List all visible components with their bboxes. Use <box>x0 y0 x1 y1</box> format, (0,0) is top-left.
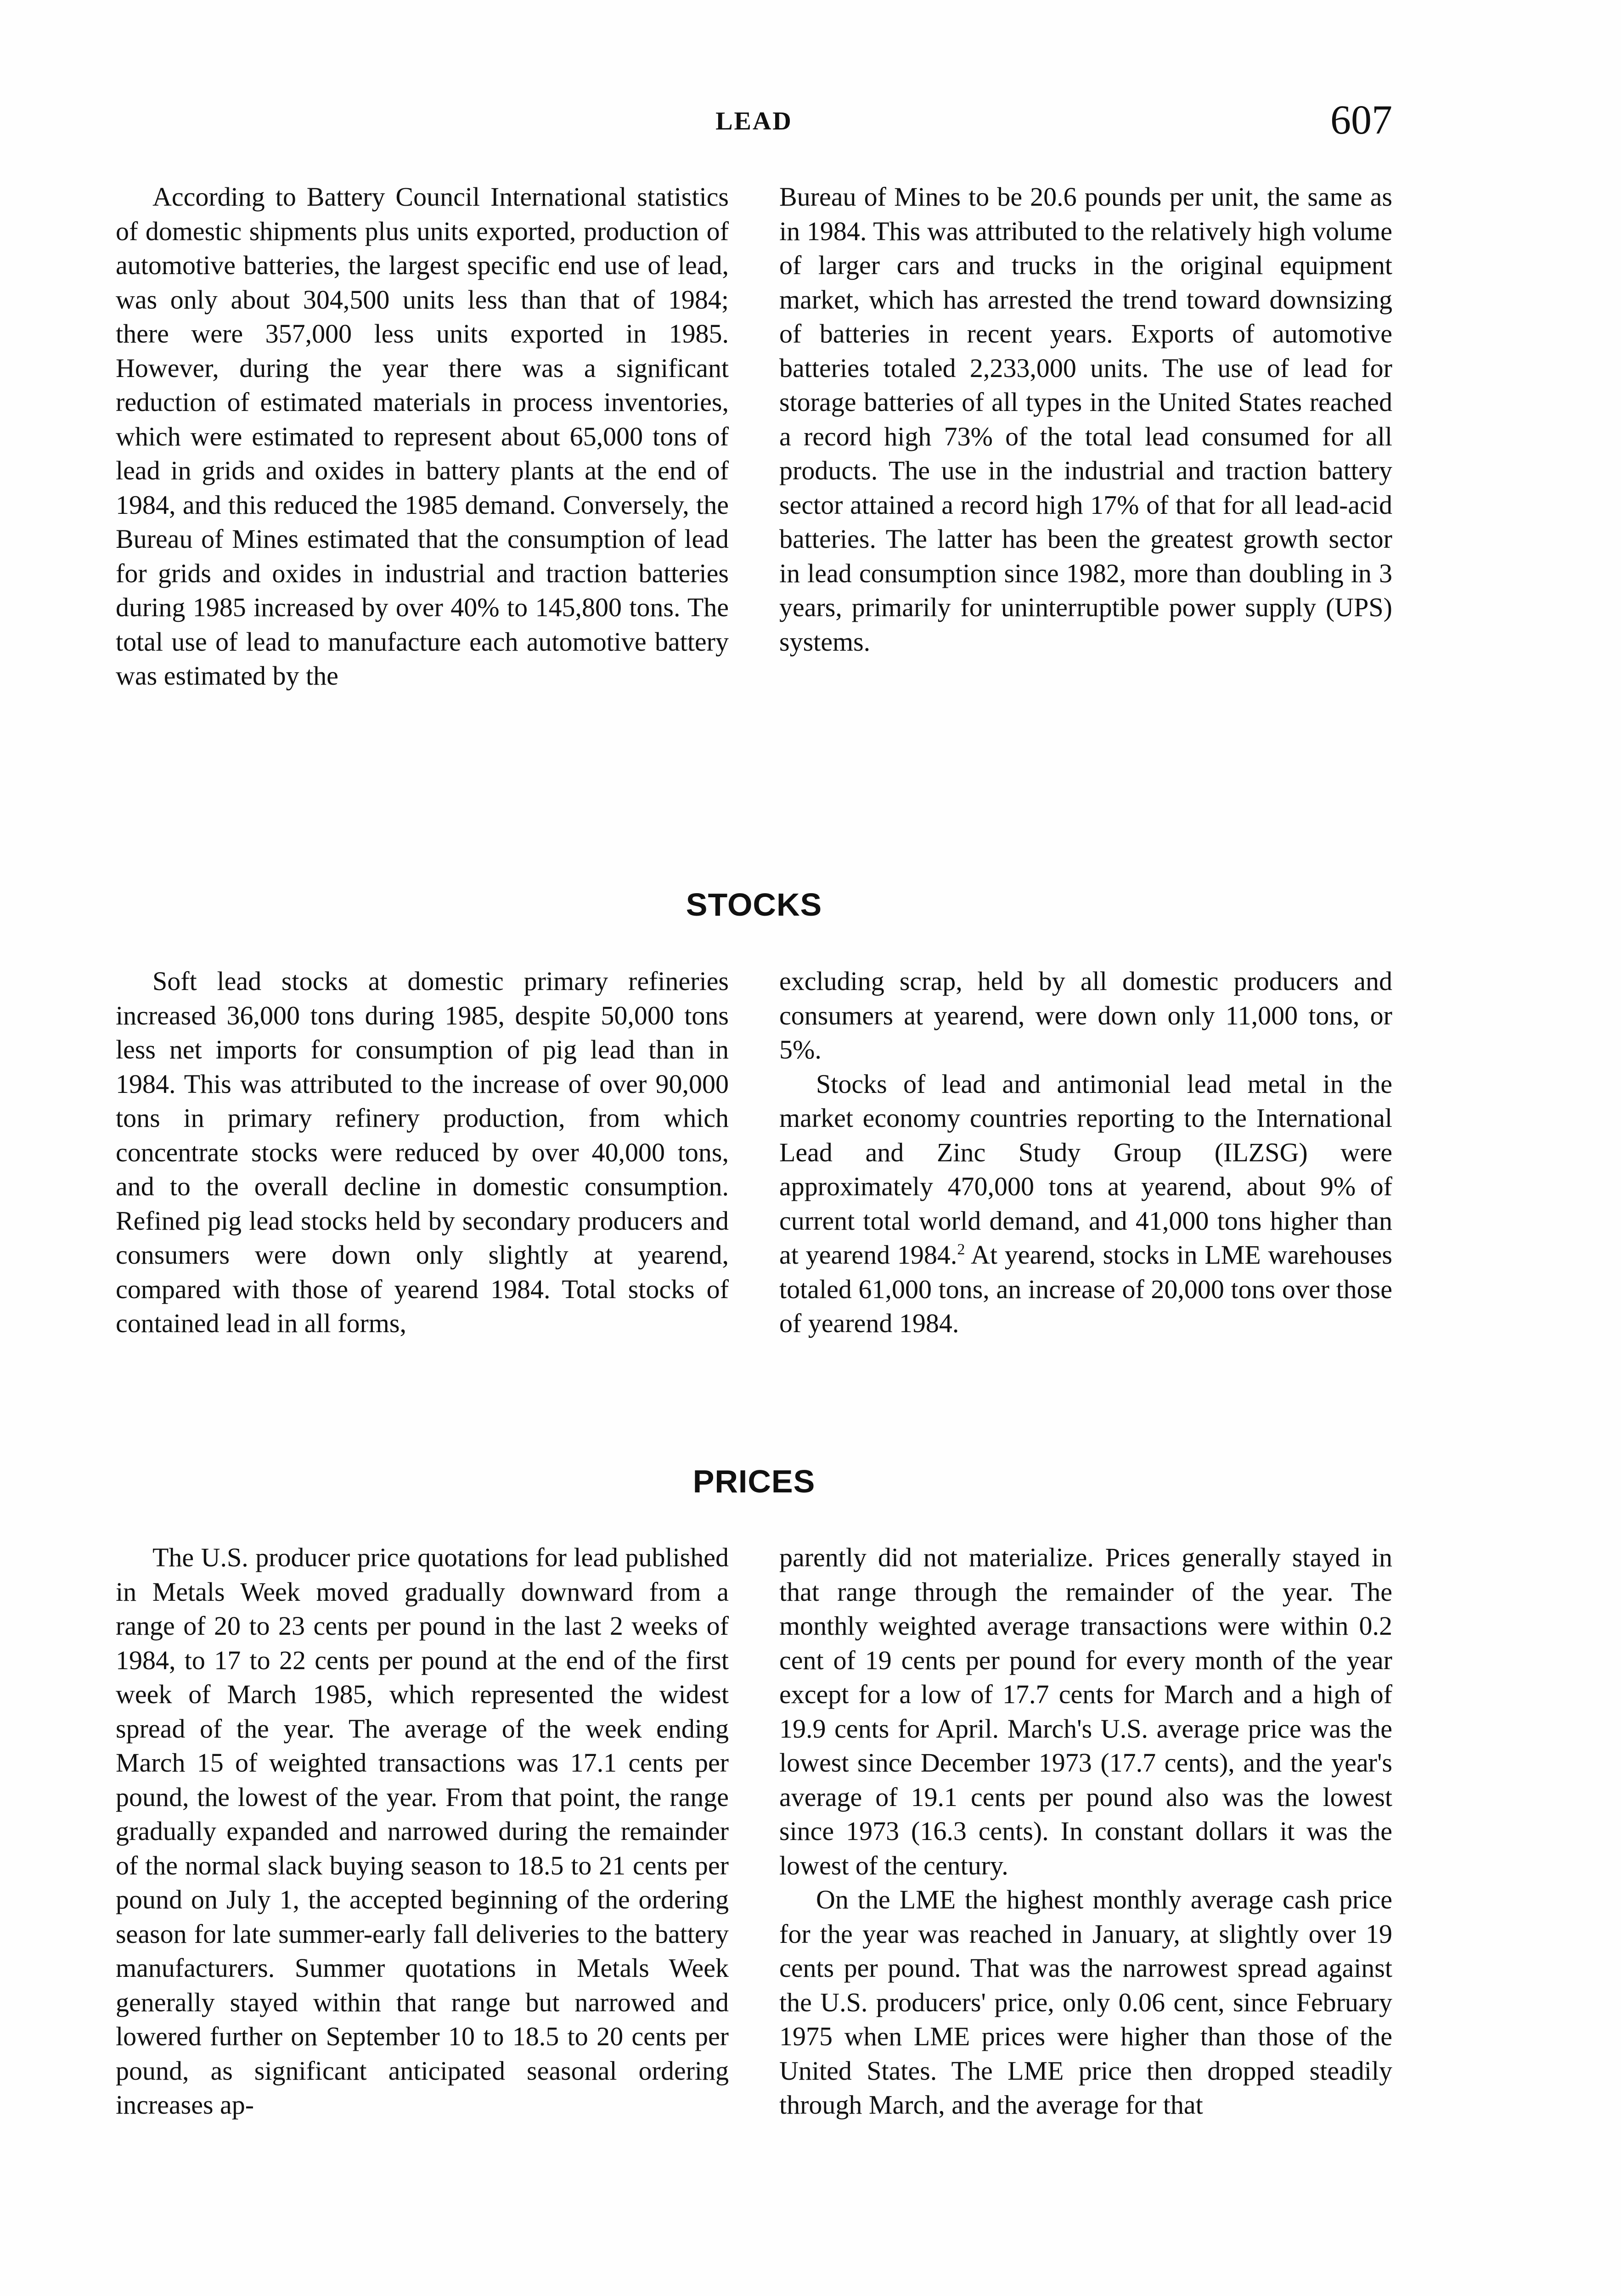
paragraph-text: At yearend, stocks in LME warehouses totaled 61,000 tons, an increase of 20,000 tons over those of yearend 1984. <box>779 1240 1392 1338</box>
stocks-left-column <box>116 964 729 1341</box>
paragraph: On the LME the highest monthly average cash price for the year was reached in January, at slightly over 19 cents per pound. That was the narrowest spread against the U.S. producers' price, only 0.06 cent, since February 1975 when LME prices were higher than those of the United States. The LME price then dropped steadily through March, and the average for that <box>779 1885 1392 2120</box>
paragraph: Soft lead stocks at domestic primary refineries increased 36,000 tons during 1985, despite 50,000 tons less net imports for consumption of pig lead than in 1984. This was attributed to the increase of over 90,000 tons in primary refinery production, from which concentrate stocks were reduced by over 40,000 tons, and to the overall decline in domestic consumption. Refined pig lead stocks held by secondary producers and consumers were down only slightly at yearend, compared with those of yearend 1984. Total stocks of contained lead in all forms, <box>116 966 729 1338</box>
section-stocks <box>116 964 1392 1341</box>
prices-right-column <box>779 1541 1392 2122</box>
stocks-right-column <box>779 964 1392 1341</box>
paragraph: Bureau of Mines to be 20.6 pounds per unit, the same as in 1984. This was attributed to the relatively high volume of larger cars and trucks in the original equipment market, which has arrested the trend toward downsizing of batteries in recent years. Exports of automotive batteries totaled 2,233,000 units. The use of lead for storage batteries of all types in the United States reached a record high 73% of the total lead consumed for all products. The use in the industrial and traction battery sector attained a record high 17% of that for all lead-acid batteries. The latter has been the greatest growth sector in lead consumption since 1982, more than doubling in 3 years, primarily for uninterruptible power supply (UPS) systems. <box>779 182 1392 657</box>
paragraph-text: Stocks of lead and antimonial lead metal in the market economy countries reporting to the International Lead and Zinc Study Group (ILZSG) were approximately 470,000 tons at yearend, about 9% of current total world demand, and 41,000 tons higher than at yearend 1984. <box>779 1069 1392 1270</box>
intro-right-column <box>779 180 1392 693</box>
running-header <box>116 96 1392 152</box>
intro-left-column <box>116 180 729 693</box>
section-heading-prices: PRICES <box>692 1463 816 1499</box>
section-prices <box>116 1541 1392 2122</box>
section-heading-stocks: STOCKS <box>686 887 822 923</box>
prices-left-column <box>116 1541 729 2122</box>
paragraph: According to Battery Council International statistics of domestic shipments plus units exported, production of automotive batteries, the largest specific end use of lead, was only about 304,500 units less than that of 1984; there were 357,000 less units exported in 1985. However, during the year there was a significant reduction of estimated materials in process inventories, which were estimated to represent about 65,000 tons of lead in grids and oxides in battery plants at the end of 1984, and this reduced the 1985 demand. Conversely, the Bureau of Mines estimated that the consumption of lead for grids and oxides in industrial and traction batteries during 1985 increased by over 40% to 145,800 tons. The total use of lead to manufacture each automotive battery was estimated by the <box>116 182 729 691</box>
paragraph <box>779 1067 1392 1341</box>
running-title: LEAD <box>715 107 793 135</box>
page-number: 607 <box>1330 97 1392 143</box>
paragraph: parently did not materialize. Prices generally stayed in that range through the remainder of the year. The monthly weighted average transactions were within 0.2 cent of 19 cents per pound for every month of the year except for a low of 17.7 cents for March and a high of 19.9 cents for April. March's U.S. average price was the lowest since December 1973 (17.7 cents), and the year's average of 19.1 cents per pound also was the lowest since 1973 (16.3 cents). In constant dollars it was the lowest of the century. <box>779 1542 1392 1880</box>
paragraph: excluding scrap, held by all domestic producers and consumers at yearend, were down only 11,000 tons, or 5%. <box>779 966 1392 1064</box>
section-battery-use <box>116 180 1392 693</box>
paragraph: The U.S. producer price quotations for lead published in Metals Week moved gradually downward from a range of 20 to 23 cents per pound in the last 2 weeks of 1984, to 17 to 22 cents per pound at the end of the first week of March 1985, which represented the widest spread of the year. The average of the week ending March 15 of weighted transactions was 17.1 cents per pound, the lowest of the year. From that point, the range gradually expanded and narrowed during the remainder of the normal slack buying season to 18.5 to 21 cents per pound on July 1, the accepted beginning of the ordering season for late summer-early fall deliveries to the battery manufacturers. Summer quotations in Metals Week generally stayed within that range but narrowed and lowered further on September 10 to 18.5 to 20 cents per pound, as significant anticipated seasonal ordering increases ap- <box>116 1542 729 2120</box>
footnote-marker: 2 <box>957 1241 965 1258</box>
